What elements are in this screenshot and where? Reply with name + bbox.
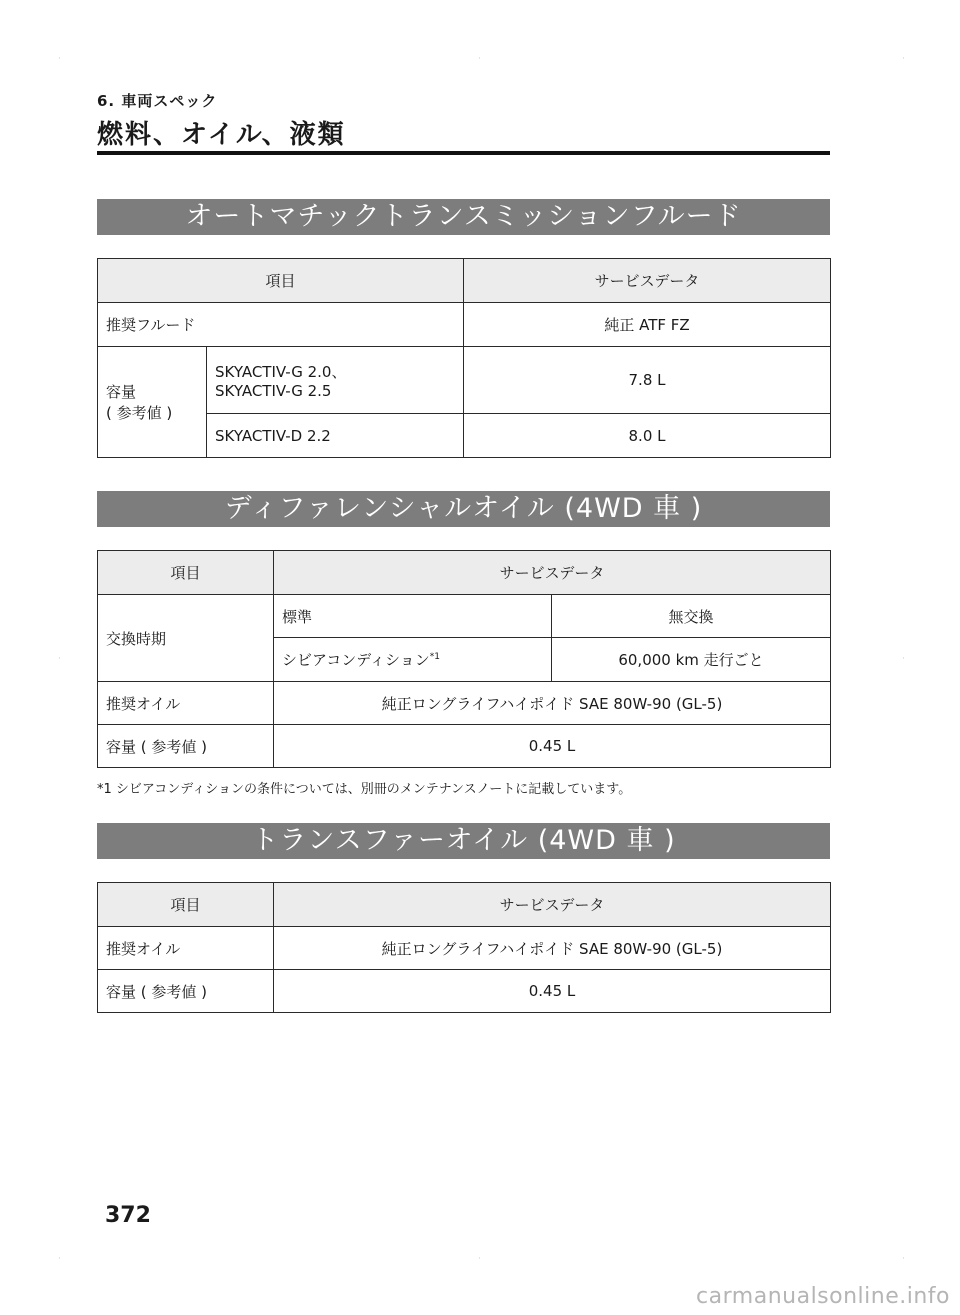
- title-underline: [97, 151, 830, 155]
- diesel-engine-label: SKYACTIV-D 2.2: [207, 414, 464, 458]
- table-row: [98, 725, 831, 768]
- header-service-data: サービスデータ: [464, 259, 831, 303]
- table-row: [98, 970, 831, 1013]
- crop-mark: ·: [58, 654, 61, 664]
- header-service-data: サービスデータ: [274, 883, 831, 927]
- crop-mark: ·: [902, 654, 905, 664]
- diesel-capacity-value: 8.0 L: [464, 414, 831, 458]
- capacity-label-line: 容量: [106, 383, 137, 401]
- table-header-row: [98, 883, 831, 927]
- table-header-row: [98, 259, 831, 303]
- transfer-spec-table: [97, 882, 831, 1013]
- differential-section-banner: ディファレンシャルオイル (4WD 車 ): [97, 491, 830, 527]
- recommended-oil-label: 推奨オイル: [98, 927, 274, 970]
- table-row: [98, 927, 831, 970]
- transfer-section-banner: トランスファーオイル (4WD 車 ): [97, 823, 830, 859]
- table-row: [98, 595, 831, 638]
- header-item: 項目: [98, 259, 464, 303]
- recommended-oil-value: 純正ロングライフハイポイド SAE 80W-90 (GL-5): [274, 682, 831, 725]
- gas-capacity-value: 7.8 L: [464, 347, 831, 414]
- atf-section-banner: オートマチックトランスミッションフルード: [97, 199, 830, 235]
- standard-condition-value: 無交換: [552, 595, 831, 638]
- recommended-oil-value: 純正ロングライフハイポイド SAE 80W-90 (GL-5): [274, 927, 831, 970]
- footnote: *1 シビアコンディションの条件については、別冊のメンテナンスノートに記載しています。: [97, 782, 632, 797]
- capacity-value: 0.45 L: [274, 970, 831, 1013]
- page-number: 372: [105, 1203, 151, 1228]
- capacity-label-line: ( 参考値 ): [106, 404, 173, 422]
- header-item: 項目: [98, 551, 274, 595]
- chapter-heading: 6. 車両スペック: [97, 92, 218, 110]
- table-row: [98, 347, 831, 414]
- recommended-fluid-label: 推奨フルード: [98, 303, 464, 347]
- severe-condition-label: [274, 638, 552, 682]
- crop-mark: ·: [902, 54, 905, 64]
- crop-mark: ·: [478, 54, 481, 64]
- differential-spec-table: [97, 550, 831, 768]
- page-title: 燃料、オイル、液類: [97, 120, 346, 150]
- table-row: [98, 303, 831, 347]
- interval-label: 交換時期: [98, 595, 274, 682]
- severe-condition-value: 60,000 km 走行ごと: [552, 638, 831, 682]
- engine-line: SKYACTIV-G 2.0、: [215, 362, 347, 381]
- header-item: 項目: [98, 883, 274, 927]
- crop-mark: ·: [58, 54, 61, 64]
- severe-condition-text: シビアコンディション: [282, 651, 430, 669]
- engine-line: SKYACTIV-G 2.5: [215, 381, 332, 400]
- footnote-ref: *1: [429, 652, 440, 662]
- crop-mark: ·: [478, 1254, 481, 1264]
- table-row: [98, 682, 831, 725]
- recommended-fluid-value: 純正 ATF FZ: [464, 303, 831, 347]
- standard-condition-label: 標準: [274, 595, 552, 638]
- watermark: carmanualsonline.info: [696, 1284, 950, 1309]
- capacity-label: 容量 ( 参考値 ): [98, 725, 274, 768]
- crop-mark: ·: [902, 1254, 905, 1264]
- capacity-value: 0.45 L: [274, 725, 831, 768]
- crop-mark: ·: [58, 1254, 61, 1264]
- gas-engine-label: [207, 347, 464, 414]
- recommended-oil-label: 推奨オイル: [98, 682, 274, 725]
- capacity-label: [98, 347, 207, 458]
- capacity-label: 容量 ( 参考値 ): [98, 970, 274, 1013]
- header-service-data: サービスデータ: [274, 551, 831, 595]
- table-header-row: [98, 551, 831, 595]
- atf-spec-table: [97, 258, 831, 458]
- table-row: [98, 414, 831, 458]
